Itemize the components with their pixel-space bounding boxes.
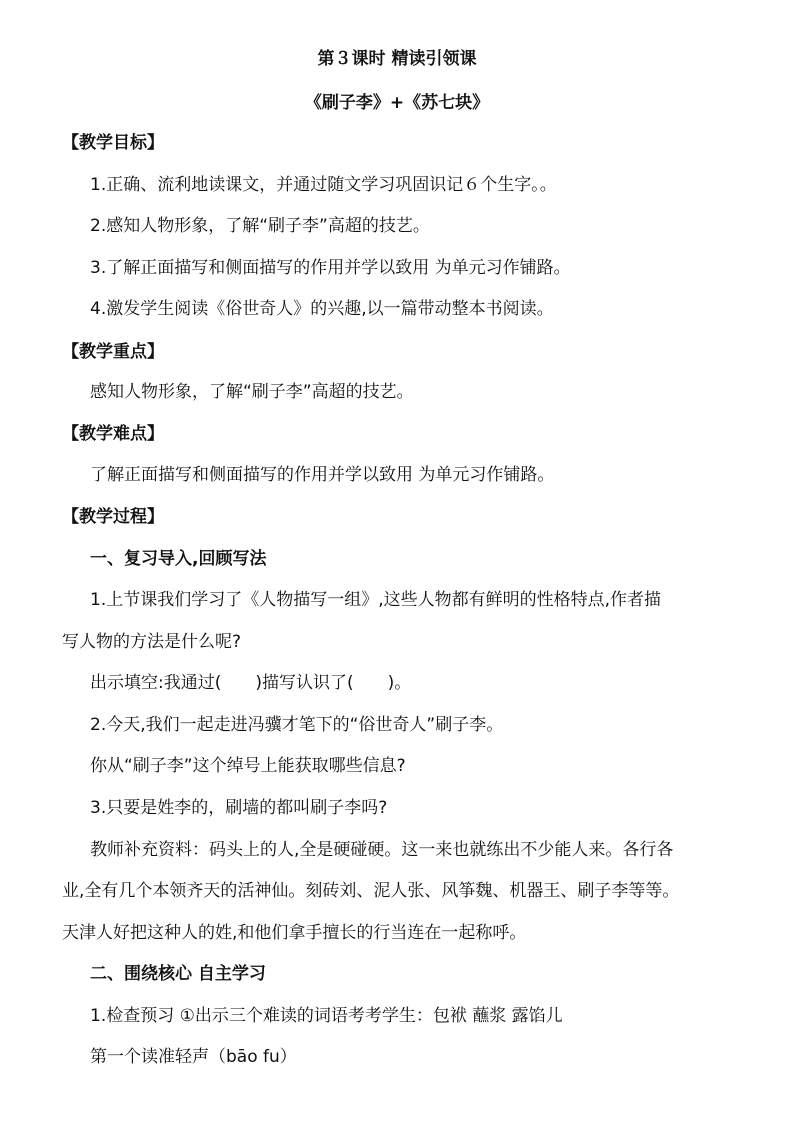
objective-item: 4.激发学生阅读《俗世奇人》的兴趣,以一篇带动整本书阅读。	[90, 299, 554, 319]
part1-paragraph: 教师补充资料：码头上的人,全是硬碰硬。这一来也就练出不少能人来。各行各	[90, 840, 674, 860]
difficulties-heading: 【教学难点】	[62, 424, 164, 444]
part1-paragraph: 天津人好把这种人的姓,和他们拿手擅长的行当连在一起称呼。	[62, 923, 527, 943]
part1-paragraph: 你从“刷子李”这个绰号上能获取哪些信息?	[90, 756, 406, 776]
part1-paragraph: 写人物的方法是什么呢?	[62, 632, 242, 652]
objective-item: 1.正确、流利地读课文，并通过随文学习巩固识记６个生字。。	[90, 175, 557, 195]
difficulties-text: 了解正面描写和侧面描写的作用并学以致用 为单元习作铺路。	[90, 465, 555, 485]
part2-paragraph: 第一个读准轻声（bāo fu）	[90, 1047, 297, 1067]
part2-heading: 二、围绕核心 自主学习	[90, 964, 266, 984]
objective-item: 3.了解正面描写和侧面描写的作用并学以致用 为单元习作铺路。	[90, 258, 571, 278]
part1-paragraph: 出示填空:我通过( )描写认识了( )。	[90, 673, 412, 693]
part2-paragraph: 1.检查预习 ①出示三个难读的词语考考学生：包袱 蘸浆 露馅儿	[90, 1006, 563, 1026]
key-points-heading: 【教学重点】	[62, 342, 164, 362]
part1-heading: 一、复习导入,回顾写法	[90, 549, 267, 569]
objective-item: 2.感知人物形象，了解“刷子李”高超的技艺。	[90, 216, 430, 236]
part1-paragraph: 3.只要是姓李的，刷墙的都叫刷子李吗?	[90, 798, 388, 818]
document-subtitle: 《刷子李》+《苏七块》	[304, 93, 490, 113]
document-title: 第３课时 精读引领课	[317, 49, 477, 69]
key-points-text: 感知人物形象，了解“刷子李”高超的技艺。	[90, 382, 414, 402]
objectives-heading: 【教学目标】	[62, 133, 164, 153]
process-heading: 【教学过程】	[62, 507, 164, 527]
part1-paragraph: 业,全有几个本领齐天的活神仙。刻砖刘、泥人张、风筝魏、机器王、刷子李等等。	[62, 881, 680, 901]
part1-paragraph: 2.今天,我们一起走进冯骥才笔下的“俗世奇人”刷子李。	[90, 715, 504, 735]
part1-paragraph: 1.上节课我们学习了《人物描写一组》,这些人物都有鲜明的性格特点,作者描	[90, 590, 662, 610]
